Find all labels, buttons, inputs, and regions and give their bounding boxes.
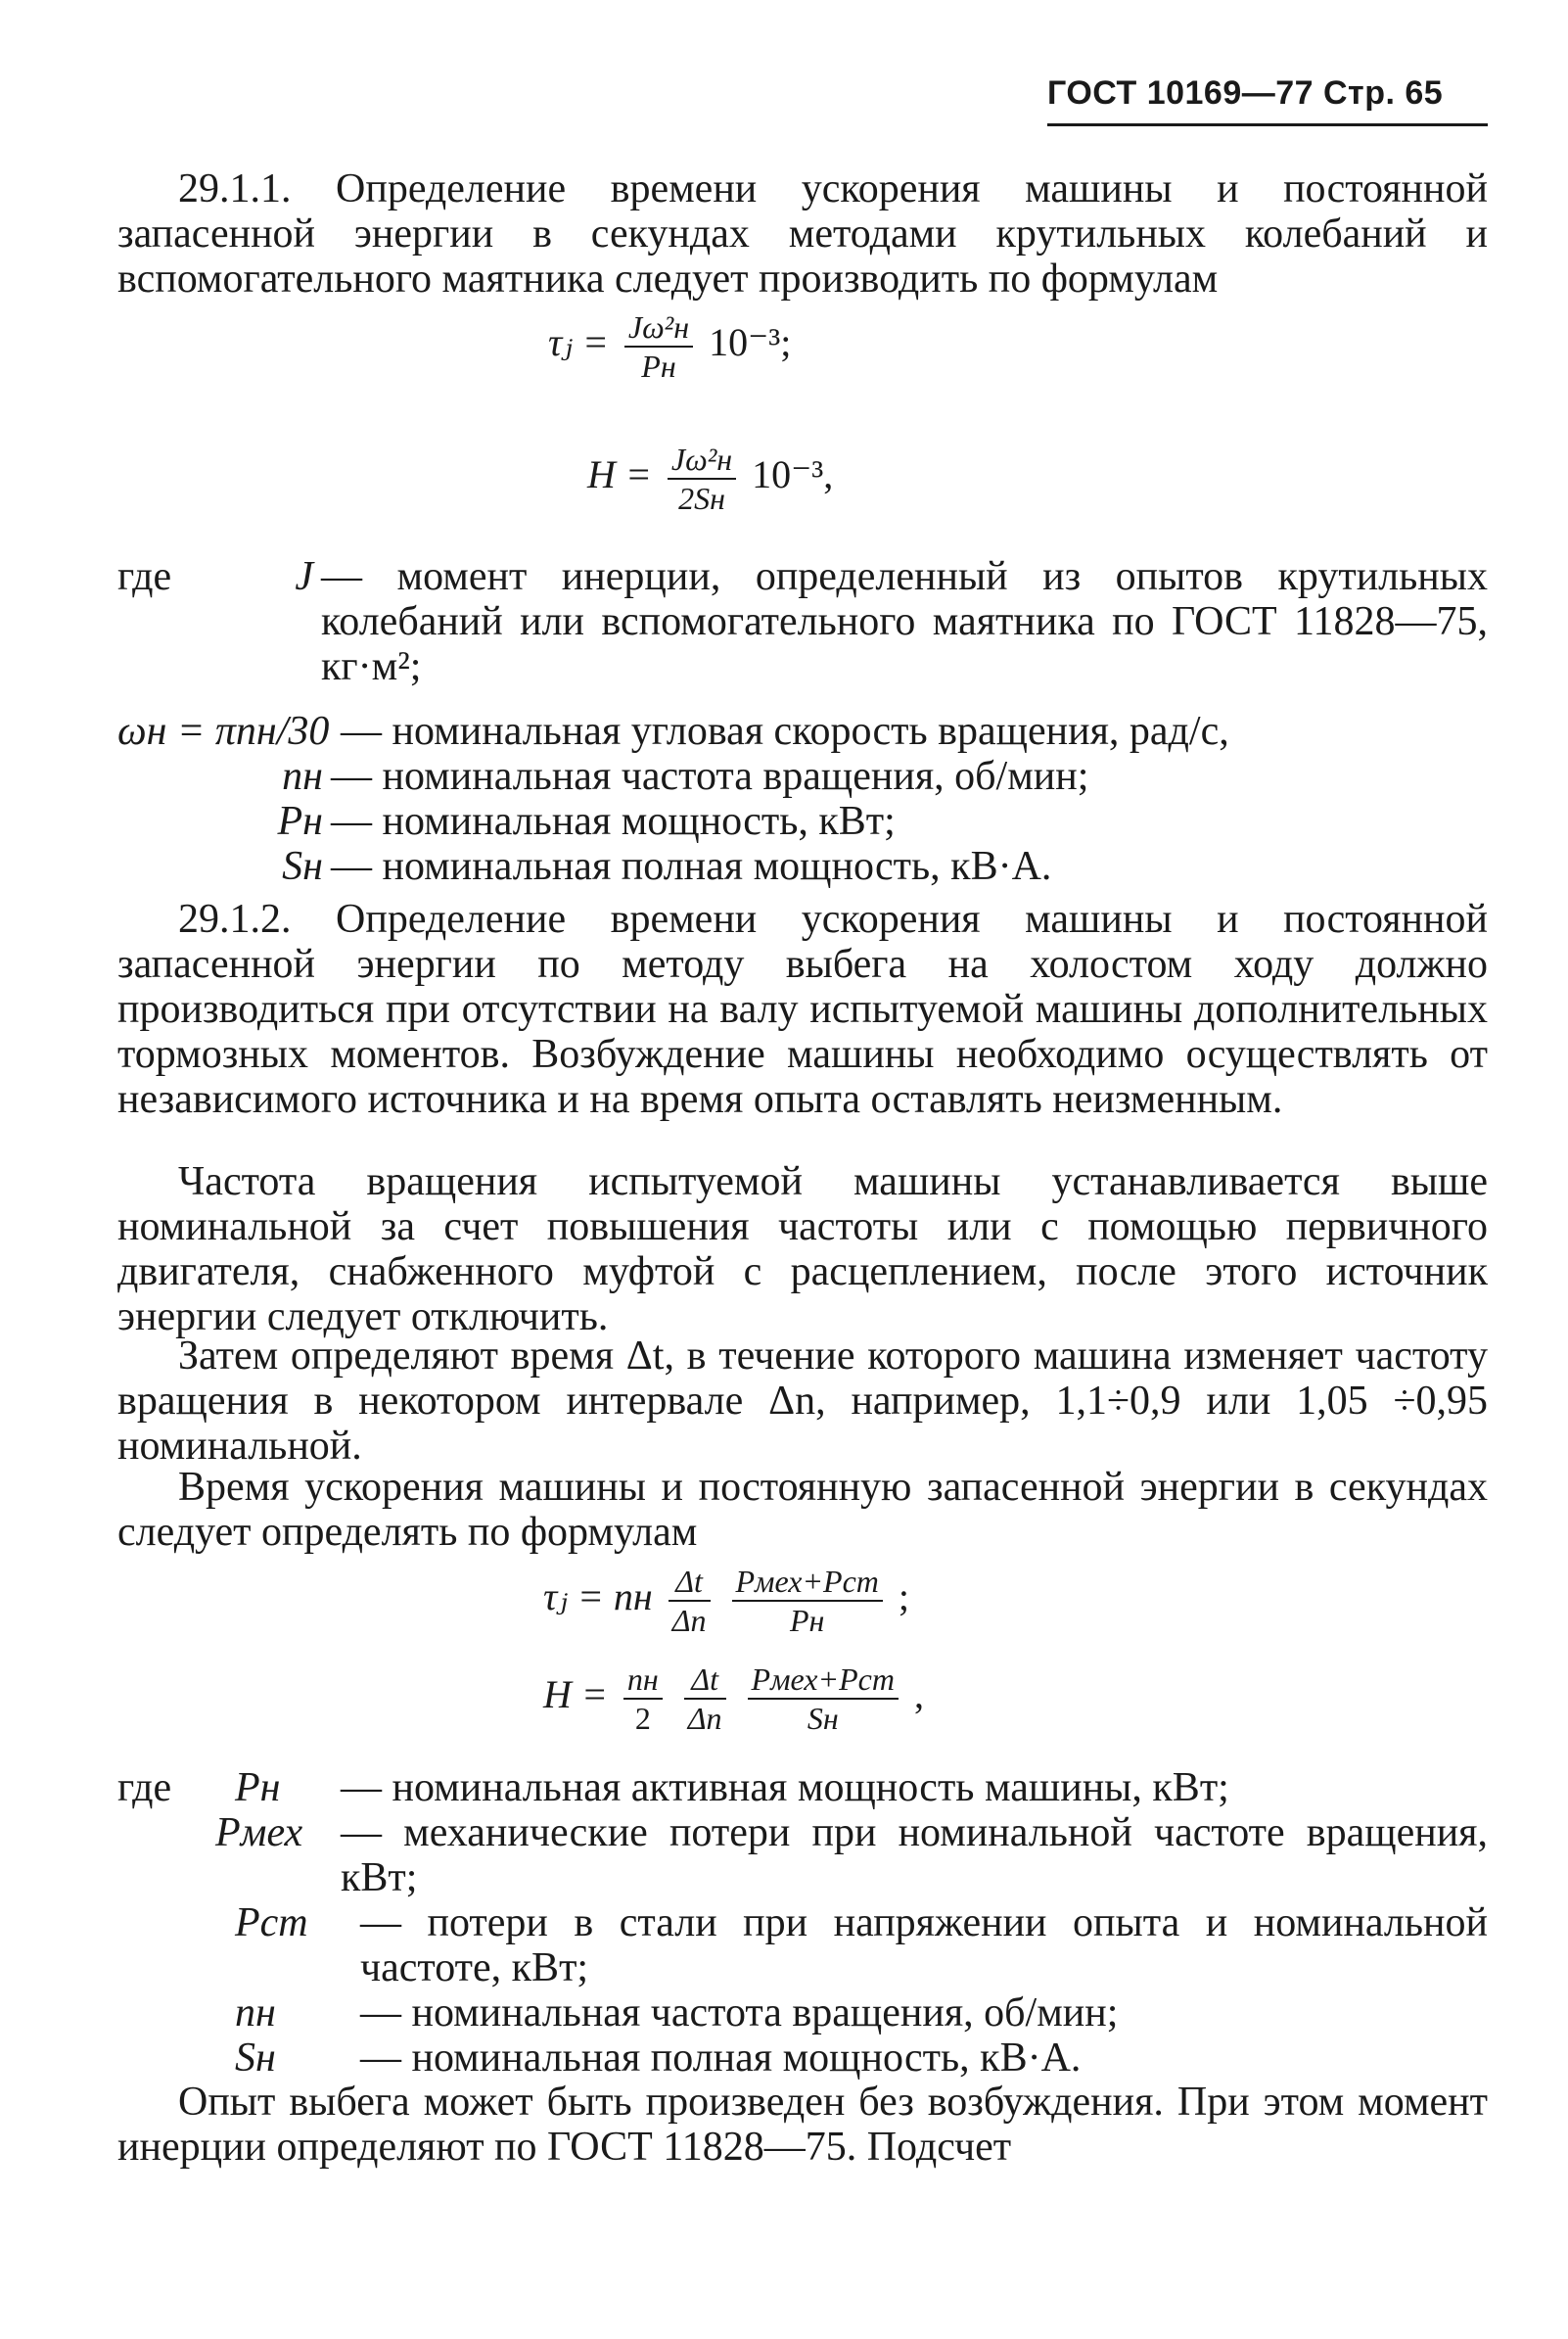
definition-row — [117, 1900, 1488, 1990]
fraction — [668, 441, 736, 517]
definition-text: — номинальная угловая скорость вращения, рад/с, — [341, 709, 1229, 754]
definition-symbol: Pст — [235, 1900, 308, 1945]
definition-text: — номинальная полная мощность, кВ·А. — [360, 2035, 1082, 2081]
formula-tau-1 — [548, 308, 791, 385]
definitions-list-2 — [117, 1765, 1488, 2081]
paragraph-29-1-1: 29.1.1. Определение времени ускорения машины и постоянной запасенной энергии в секундах методами крутильных колебаний и вспомогательного маятника следует производить по формулам — [117, 166, 1488, 302]
formula-tau-2 — [543, 1563, 909, 1639]
header-rule — [1047, 123, 1488, 126]
formula-end: ; — [898, 1574, 910, 1619]
definition-symbol: Sн — [235, 2035, 276, 2081]
definition-row — [117, 1810, 1488, 1900]
definition-symbol: J — [295, 554, 313, 599]
paragraph-rotation-speed: Частота вращения испытуемой машины устанавливается выше номинальной за счет повышения частоты или с помощью первичного двигателя, снабженного муфтой с расцеплением, после этого источник энергии следует отключить. — [117, 1159, 1488, 1339]
fraction-denominator: Pн — [641, 349, 676, 384]
definition-text: — механические потери при номинальной частоте вращения, кВт; — [341, 1810, 1488, 1900]
fraction-numerator: Δt — [684, 1661, 726, 1700]
fraction-numerator: Pмех+Pст — [732, 1563, 883, 1602]
where-word: где — [117, 554, 172, 599]
paragraph-time-interval: Затем определяют время Δt, в течение которого машина изменяет частоту вращения в некотором интервале Δn, например, 1,1÷0,9 или 1,05 ÷0,95 номинальной. — [117, 1333, 1488, 1469]
fraction-numerator: Jω²н — [624, 308, 693, 348]
fraction — [684, 1661, 726, 1737]
definition-symbol: Pн — [235, 1765, 281, 1810]
definition-text: — номинальная полная мощность, кВ·А. — [331, 844, 1052, 889]
fraction — [732, 1563, 883, 1639]
fraction-numerator: Pмех+Pст — [748, 1661, 899, 1700]
formula-factor: 10⁻³; — [709, 320, 792, 365]
definition-row — [117, 1990, 1488, 2035]
spacer — [117, 2035, 235, 2081]
definition-text: — момент инерции, определенный из опытов крутильных колебаний или вспомогательного маятника по ГОСТ 11828—75, кг·м²; — [321, 554, 1488, 689]
formula-factor: 10⁻³, — [752, 452, 834, 497]
spacer — [117, 844, 225, 889]
definition-symbol: Pн — [277, 799, 323, 844]
spacer — [117, 1810, 215, 1900]
running-head: ГОСТ 10169—77 Стр. 65 — [1047, 74, 1444, 112]
fraction-numerator: nн — [623, 1661, 663, 1700]
definition-row — [117, 754, 1488, 799]
definition-text: — номинальная мощность, кВт; — [331, 799, 896, 844]
definition-symbol: Sн — [282, 844, 323, 889]
spacer — [117, 754, 225, 799]
fraction — [669, 1563, 711, 1639]
definition-row — [117, 2035, 1488, 2081]
definition-text: — номинальная частота вращения, об/мин; — [360, 1990, 1119, 2035]
definition-symbol: Pмех — [215, 1810, 303, 1855]
spacer — [117, 799, 225, 844]
where-word: где — [117, 1765, 172, 1810]
fraction — [623, 1661, 663, 1737]
spacer — [117, 1900, 235, 1990]
fraction-denominator: Δn — [671, 1603, 707, 1638]
paragraph-formulas-intro: Время ускорения машины и постоянную запасенной энергии в секундах следует определять по формулам — [117, 1465, 1488, 1555]
formula-lhs: τⱼ = — [548, 320, 609, 365]
definition-row — [117, 554, 1488, 689]
formula-H-2 — [543, 1661, 924, 1737]
paragraph-29-1-2: 29.1.2. Определение времени ускорения машины и постоянной запасенной энергии по методу выбега на холостом ходу должно производиться при отсутствии на валу испытуемой машины дополнительных тормозных моментов. Возбуждение машины необходимо осуществлять от независимого источника и на время опыта оставлять неизменным. — [117, 897, 1488, 1122]
definition-text: — номинальная активная мощность машины, кВт; — [341, 1765, 1229, 1810]
definition-row — [117, 844, 1488, 889]
formula-lhs: H = — [543, 1672, 608, 1717]
fraction-denominator: Pн — [789, 1603, 825, 1638]
paragraph-no-excitation: Опыт выбега может быть произведен без возбуждения. При этом момент инерции определяют по ГОСТ 11828—75. Подсчет — [117, 2080, 1488, 2170]
definition-row — [117, 799, 1488, 844]
definition-symbol: ωн = πnн/30 — [117, 709, 330, 754]
formula-end: , — [913, 1672, 924, 1717]
definition-text: — номинальная частота вращения, об/мин; — [331, 754, 1089, 799]
spacer — [117, 1990, 235, 2035]
formula-lhs: H = — [587, 452, 652, 497]
definition-text: — потери в стали при напряжении опыта и номинальной частоте, кВт; — [360, 1900, 1488, 1990]
fraction-numerator: Jω²н — [668, 441, 736, 480]
fraction — [748, 1661, 899, 1737]
fraction-denominator: Δn — [687, 1701, 722, 1736]
definition-row — [117, 1765, 1488, 1810]
fraction — [624, 308, 693, 385]
fraction-denominator: 2Sн — [678, 481, 725, 516]
definition-row — [117, 709, 1488, 754]
definitions-list-1 — [117, 554, 1488, 889]
formula-lhs: τⱼ = nн — [543, 1574, 653, 1619]
fraction-denominator: Sн — [807, 1701, 839, 1736]
definition-symbol: nн — [282, 754, 323, 799]
fraction-denominator: 2 — [634, 1701, 651, 1736]
fraction-numerator: Δt — [669, 1563, 711, 1602]
definition-symbol: nн — [235, 1990, 276, 2035]
formula-H-1 — [587, 441, 833, 517]
